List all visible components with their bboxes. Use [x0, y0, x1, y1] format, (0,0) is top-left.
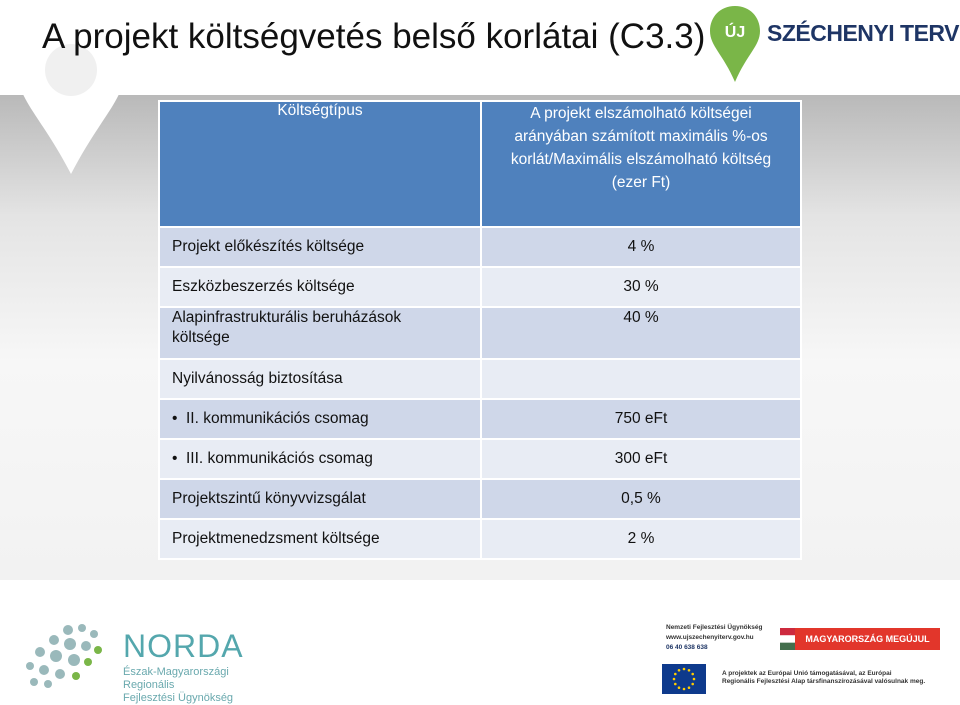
row-limit-value: 30 %: [481, 267, 801, 307]
header-max-limit: A projekt elszámolható költségei arányában számított maximális %-os korlát/Maximális elszámolható költség (ezer Ft): [481, 101, 801, 227]
szechenyi-terv-text: SZÉCHENYI TERV: [767, 20, 959, 46]
magyarorszag-megujul-badge: MAGYARORSZÁG MEGÚJUL: [795, 628, 940, 650]
szechenyi-terv-logo: [705, 4, 959, 86]
footer-sponsors: [660, 620, 955, 696]
row-subitem-label: II. kommunikációs csomag: [186, 410, 369, 427]
table-row: [159, 227, 801, 267]
table-row: [159, 439, 801, 479]
dots-icon: [18, 620, 114, 690]
row-cost-type: [159, 399, 481, 439]
eu-text-line1: A projektek az Európai Unió támogatásával, az Európai: [722, 670, 892, 677]
row-limit-value: 0,5 %: [481, 479, 801, 519]
hungary-flag-icon: [780, 628, 795, 650]
table-row: [159, 479, 801, 519]
table-row: [159, 399, 801, 439]
bullet-marker: •: [172, 410, 178, 427]
row-cost-type: Projekt előkészítés költsége: [159, 227, 481, 267]
header-cost-type: Költségtípus: [159, 101, 481, 227]
row-limit-value: 300 eFt: [481, 439, 801, 479]
row-cost-type: Alapinfrastrukturális beruházások költsége: [159, 307, 481, 359]
norda-subtitle-line2: Fejlesztési Ügynökség: [123, 692, 234, 704]
nfu-website: www.ujszechenyiterv.gov.hu: [666, 634, 754, 641]
norda-logo: [18, 620, 268, 704]
row-cost-type: Projektmenedzsment költsége: [159, 519, 481, 559]
row-limit-value: 40 %: [481, 307, 801, 359]
norda-subtitle: [123, 666, 268, 705]
eu-support-text: [722, 670, 952, 686]
table-row: [159, 307, 801, 359]
row-limit-value: 750 eFt: [481, 399, 801, 439]
nfu-phone: 06 40 638 638: [666, 644, 708, 651]
row-cost-type: Nyilvánosság biztosítása: [159, 359, 481, 399]
table-row: [159, 359, 801, 399]
table-header-row: [159, 101, 801, 227]
page-title: A projekt költségvetés belső korlátai (C3.3): [42, 17, 706, 56]
bullet-marker: •: [172, 450, 178, 467]
row-subitem-label: III. kommunikációs csomag: [186, 450, 373, 467]
uj-mark: ÚJ: [724, 24, 746, 41]
row-cost-type: Projektszintű könyvvizsgálat: [159, 479, 481, 519]
table-row: [159, 267, 801, 307]
row-cost-type: [159, 439, 481, 479]
row-cost-type: Eszközbeszerzés költsége: [159, 267, 481, 307]
norda-subtitle-line1: Észak-Magyarországi Regionális: [123, 666, 229, 691]
nfu-name: Nemzeti Fejlesztési Ügynökség: [666, 624, 763, 631]
row-limit-value: 4 %: [481, 227, 801, 267]
eu-text-line2: Regionális Fejlesztési Alap társfinanszírozásával valósulnak meg.: [722, 678, 926, 685]
eu-flag-icon: [662, 664, 706, 694]
table-row: [159, 519, 801, 559]
cost-limits-table: [158, 100, 802, 560]
uj-pin-icon: [707, 4, 763, 84]
row-limit-value: 2 %: [481, 519, 801, 559]
norda-brand: NORDA: [123, 628, 244, 664]
row-limit-value: [481, 359, 801, 399]
